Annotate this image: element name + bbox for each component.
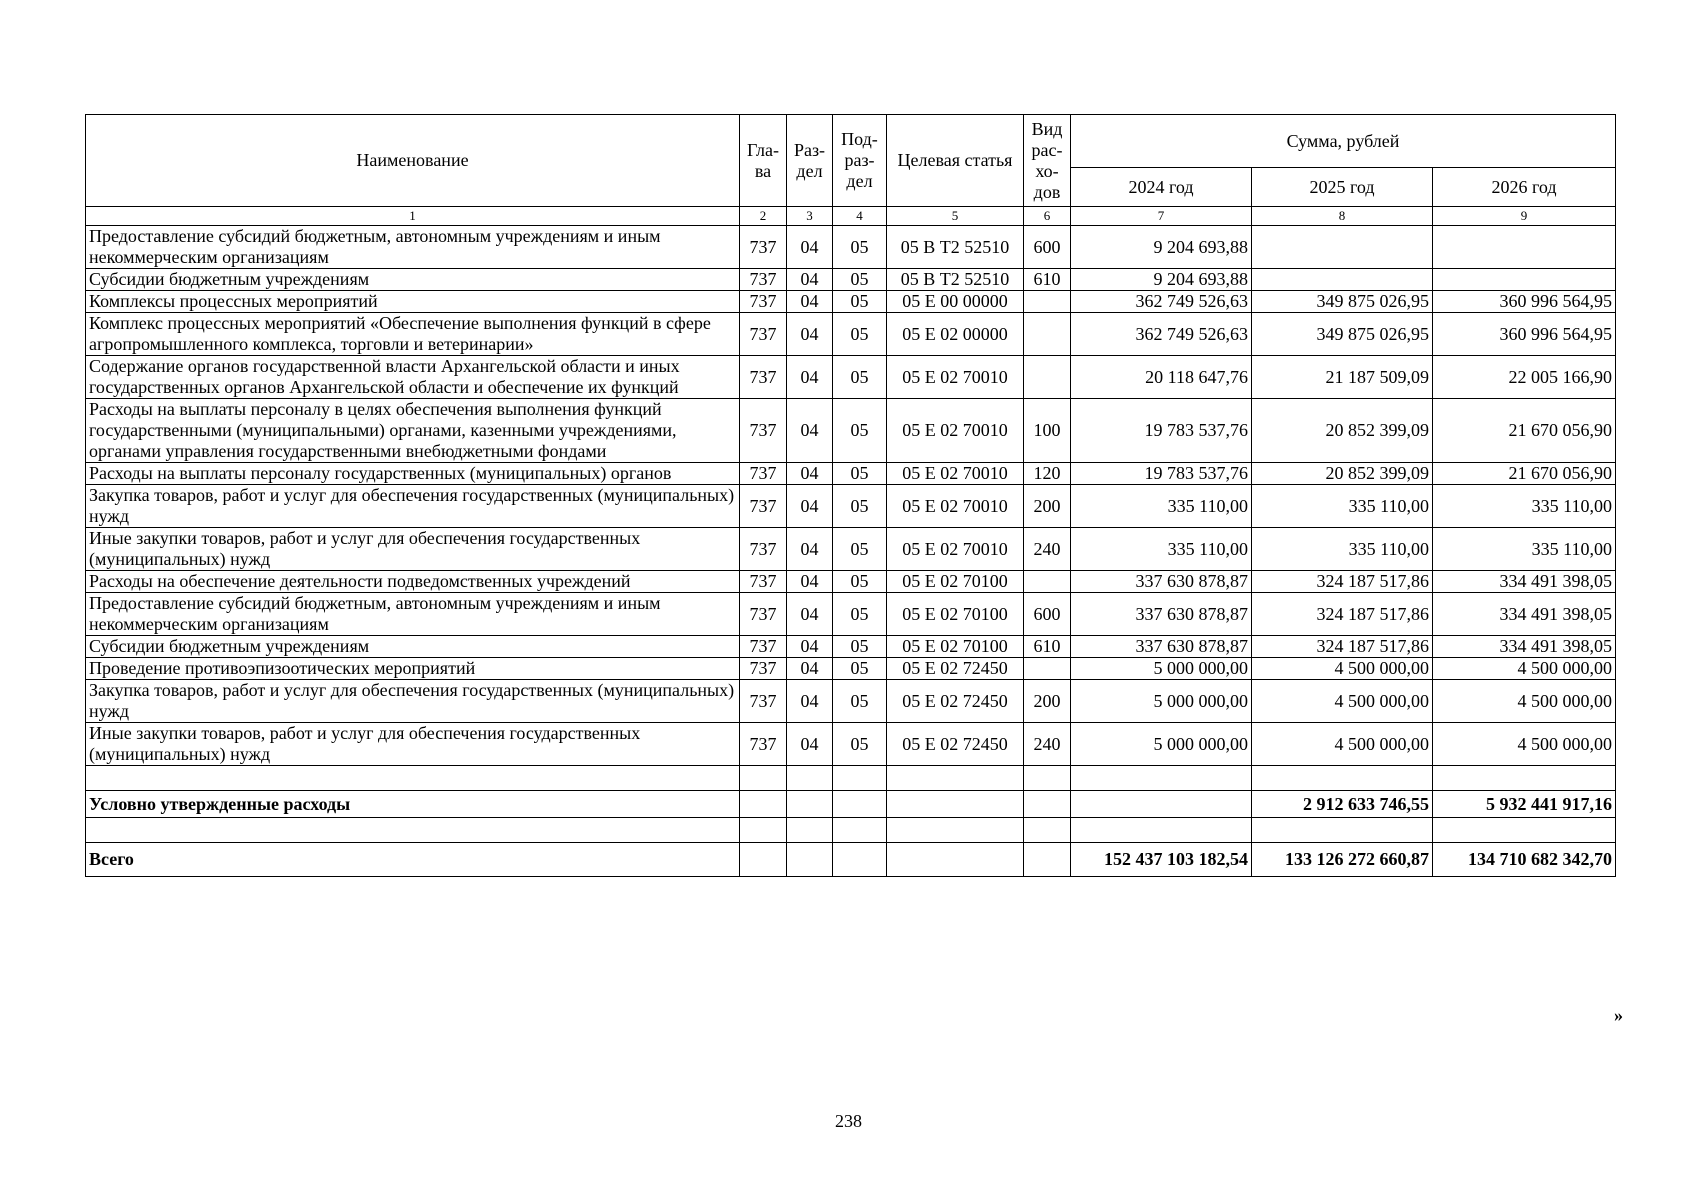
row-amount-2024: 337 630 878,87 (1071, 593, 1252, 636)
total-2025: 133 126 272 660,87 (1252, 843, 1433, 877)
total-row (86, 843, 1616, 877)
row-amount-2025: 335 110,00 (1252, 485, 1433, 528)
row-name: Предоставление субсидий бюджетным, автономным учреждениям и иным некоммерческим организациям (86, 226, 740, 269)
row-vid-rashodov: 610 (1024, 636, 1071, 658)
row-podrazdel: 05 (833, 399, 887, 463)
row-amount-2026: 360 996 564,95 (1433, 291, 1616, 313)
column-number: 2 (740, 207, 787, 226)
conditional-expenses-label: Условно утвержденные расходы (86, 791, 740, 818)
row-amount-2024: 362 749 526,63 (1071, 291, 1252, 313)
row-vid-rashodov: 200 (1024, 485, 1071, 528)
row-celevaya-statya: 05 Е 02 70100 (887, 571, 1024, 593)
conditional-2025: 2 912 633 746,55 (1252, 791, 1433, 818)
column-number: 4 (833, 207, 887, 226)
row-glava: 737 (740, 680, 787, 723)
row-podrazdel: 05 (833, 636, 887, 658)
row-podrazdel: 05 (833, 313, 887, 356)
row-amount-2024: 19 783 537,76 (1071, 399, 1252, 463)
row-amount-2025: 349 875 026,95 (1252, 291, 1433, 313)
row-podrazdel: 05 (833, 723, 887, 766)
row-razdel: 04 (787, 658, 833, 680)
table-row (86, 269, 1616, 291)
table-row (86, 356, 1616, 399)
row-amount-2026: 21 670 056,90 (1433, 463, 1616, 485)
row-razdel: 04 (787, 356, 833, 399)
row-razdel: 04 (787, 636, 833, 658)
row-celevaya-statya: 05 В Т2 52510 (887, 269, 1024, 291)
row-razdel: 04 (787, 313, 833, 356)
row-razdel: 04 (787, 680, 833, 723)
header-razdel: Раз-дел (787, 115, 833, 207)
row-amount-2025: 324 187 517,86 (1252, 636, 1433, 658)
row-glava: 737 (740, 269, 787, 291)
row-vid-rashodov (1024, 291, 1071, 313)
table-row (86, 636, 1616, 658)
header-summa: Сумма, рублей (1071, 115, 1616, 168)
row-razdel: 04 (787, 463, 833, 485)
row-amount-2024: 335 110,00 (1071, 485, 1252, 528)
table-row (86, 313, 1616, 356)
row-name: Субсидии бюджетным учреждениям (86, 636, 740, 658)
row-vid-rashodov: 600 (1024, 226, 1071, 269)
header-name: Наименование (86, 115, 740, 207)
column-number: 1 (86, 207, 740, 226)
table-row (86, 463, 1616, 485)
row-celevaya-statya: 05 В Т2 52510 (887, 226, 1024, 269)
table-row (86, 658, 1616, 680)
header-celevaya-statya: Целевая статья (887, 115, 1024, 207)
row-amount-2024: 9 204 693,88 (1071, 226, 1252, 269)
row-amount-2025: 21 187 509,09 (1252, 356, 1433, 399)
row-razdel: 04 (787, 269, 833, 291)
row-vid-rashodov (1024, 313, 1071, 356)
row-amount-2025: 4 500 000,00 (1252, 658, 1433, 680)
table-row (86, 680, 1616, 723)
row-amount-2024: 5 000 000,00 (1071, 723, 1252, 766)
row-celevaya-statya: 05 Е 02 70100 (887, 636, 1024, 658)
row-amount-2024: 337 630 878,87 (1071, 571, 1252, 593)
row-podrazdel: 05 (833, 463, 887, 485)
row-glava: 737 (740, 723, 787, 766)
row-amount-2026: 334 491 398,05 (1433, 571, 1616, 593)
closing-quote: » (1614, 1005, 1623, 1025)
row-podrazdel: 05 (833, 485, 887, 528)
header-podrazdel: Под-раз-дел (833, 115, 887, 207)
row-razdel: 04 (787, 528, 833, 571)
row-vid-rashodov: 610 (1024, 269, 1071, 291)
row-name: Субсидии бюджетным учреждениям (86, 269, 740, 291)
column-number: 3 (787, 207, 833, 226)
row-podrazdel: 05 (833, 226, 887, 269)
table-row (86, 528, 1616, 571)
row-glava: 737 (740, 313, 787, 356)
empty-row (86, 766, 1616, 791)
row-glava: 737 (740, 399, 787, 463)
row-amount-2025 (1252, 269, 1433, 291)
row-amount-2026 (1433, 226, 1616, 269)
row-vid-rashodov: 120 (1024, 463, 1071, 485)
column-number: 7 (1071, 207, 1252, 226)
row-razdel: 04 (787, 593, 833, 636)
table-row (86, 399, 1616, 463)
table-body (86, 226, 1616, 877)
row-name: Комплекс процессных мероприятий «Обеспечение выполнения функций в сфере агропромышленного комплекса, торговли и ветеринарии» (86, 313, 740, 356)
row-razdel: 04 (787, 226, 833, 269)
row-amount-2026: 360 996 564,95 (1433, 313, 1616, 356)
row-podrazdel: 05 (833, 593, 887, 636)
column-numbers-row (86, 207, 1616, 226)
row-vid-rashodov: 200 (1024, 680, 1071, 723)
table-header-row (86, 115, 1616, 168)
row-amount-2026 (1433, 269, 1616, 291)
row-razdel: 04 (787, 291, 833, 313)
row-amount-2025 (1252, 226, 1433, 269)
header-year-2026: 2026 год (1433, 168, 1616, 207)
row-celevaya-statya: 05 Е 02 70010 (887, 356, 1024, 399)
row-celevaya-statya: 05 Е 02 70010 (887, 399, 1024, 463)
row-vid-rashodov (1024, 356, 1071, 399)
row-celevaya-statya: 05 Е 00 00000 (887, 291, 1024, 313)
row-name: Проведение противоэпизоотических мероприятий (86, 658, 740, 680)
row-glava: 737 (740, 636, 787, 658)
row-amount-2025: 324 187 517,86 (1252, 593, 1433, 636)
table-row (86, 723, 1616, 766)
row-amount-2026: 4 500 000,00 (1433, 680, 1616, 723)
total-2026: 134 710 682 342,70 (1433, 843, 1616, 877)
row-name: Расходы на выплаты персоналу государственных (муниципальных) органов (86, 463, 740, 485)
table-row (86, 593, 1616, 636)
row-podrazdel: 05 (833, 528, 887, 571)
column-number: 5 (887, 207, 1024, 226)
row-razdel: 04 (787, 485, 833, 528)
row-amount-2026: 335 110,00 (1433, 485, 1616, 528)
row-celevaya-statya: 05 Е 02 72450 (887, 658, 1024, 680)
row-amount-2025: 324 187 517,86 (1252, 571, 1433, 593)
conditional-2024 (1071, 791, 1252, 818)
column-number: 8 (1252, 207, 1433, 226)
row-amount-2024: 5 000 000,00 (1071, 680, 1252, 723)
row-glava: 737 (740, 593, 787, 636)
table-row (86, 571, 1616, 593)
row-amount-2026: 21 670 056,90 (1433, 399, 1616, 463)
row-name: Содержание органов государственной власти Архангельской области и иных государственных органов Архангельской области и обеспечение их функций (86, 356, 740, 399)
row-razdel: 04 (787, 399, 833, 463)
row-amount-2026: 22 005 166,90 (1433, 356, 1616, 399)
row-amount-2025: 335 110,00 (1252, 528, 1433, 571)
conditional-expenses-row (86, 791, 1616, 818)
row-name: Комплексы процессных мероприятий (86, 291, 740, 313)
header-year-2024: 2024 год (1071, 168, 1252, 207)
row-podrazdel: 05 (833, 269, 887, 291)
row-podrazdel: 05 (833, 571, 887, 593)
row-name: Иные закупки товаров, работ и услуг для обеспечения государственных (муниципальных) нужд (86, 723, 740, 766)
row-name: Предоставление субсидий бюджетным, автономным учреждениям и иным некоммерческим организациям (86, 593, 740, 636)
row-amount-2025: 349 875 026,95 (1252, 313, 1433, 356)
row-amount-2024: 19 783 537,76 (1071, 463, 1252, 485)
row-celevaya-statya: 05 Е 02 70100 (887, 593, 1024, 636)
table-row (86, 226, 1616, 269)
header-glava: Гла-ва (740, 115, 787, 207)
row-amount-2026: 4 500 000,00 (1433, 723, 1616, 766)
column-number: 6 (1024, 207, 1071, 226)
row-podrazdel: 05 (833, 291, 887, 313)
row-glava: 737 (740, 356, 787, 399)
row-razdel: 04 (787, 571, 833, 593)
row-glava: 737 (740, 485, 787, 528)
row-podrazdel: 05 (833, 356, 887, 399)
row-name: Закупка товаров, работ и услуг для обеспечения государственных (муниципальных) нужд (86, 680, 740, 723)
row-amount-2024: 20 118 647,76 (1071, 356, 1252, 399)
total-label: Всего (86, 843, 740, 877)
row-amount-2024: 362 749 526,63 (1071, 313, 1252, 356)
row-vid-rashodov (1024, 571, 1071, 593)
row-celevaya-statya: 05 Е 02 72450 (887, 723, 1024, 766)
row-glava: 737 (740, 571, 787, 593)
row-glava: 737 (740, 528, 787, 571)
header-vid-rashodov: Вид рас-хо-дов (1024, 115, 1071, 207)
row-amount-2026: 335 110,00 (1433, 528, 1616, 571)
row-glava: 737 (740, 226, 787, 269)
table-row (86, 485, 1616, 528)
budget-table (85, 114, 1616, 877)
row-celevaya-statya: 05 Е 02 70010 (887, 528, 1024, 571)
row-name: Закупка товаров, работ и услуг для обеспечения государственных (муниципальных) нужд (86, 485, 740, 528)
row-glava: 737 (740, 463, 787, 485)
row-celevaya-statya: 05 Е 02 70010 (887, 463, 1024, 485)
row-podrazdel: 05 (833, 680, 887, 723)
row-amount-2024: 337 630 878,87 (1071, 636, 1252, 658)
row-celevaya-statya: 05 Е 02 00000 (887, 313, 1024, 356)
row-podrazdel: 05 (833, 658, 887, 680)
row-amount-2025: 4 500 000,00 (1252, 680, 1433, 723)
row-name: Расходы на выплаты персоналу в целях обеспечения выполнения функций государственными (муниципальными) органами, казенными учреждениями, органами управления государственными внебюджетными фондами (86, 399, 740, 463)
row-amount-2026: 334 491 398,05 (1433, 636, 1616, 658)
row-vid-rashodov: 240 (1024, 528, 1071, 571)
row-amount-2024: 9 204 693,88 (1071, 269, 1252, 291)
row-vid-rashodov (1024, 658, 1071, 680)
row-vid-rashodov: 600 (1024, 593, 1071, 636)
row-amount-2025: 20 852 399,09 (1252, 463, 1433, 485)
header-year-2025: 2025 год (1252, 168, 1433, 207)
conditional-2026: 5 932 441 917,16 (1433, 791, 1616, 818)
table-row (86, 291, 1616, 313)
row-amount-2026: 4 500 000,00 (1433, 658, 1616, 680)
row-amount-2024: 5 000 000,00 (1071, 658, 1252, 680)
row-razdel: 04 (787, 723, 833, 766)
row-celevaya-statya: 05 Е 02 72450 (887, 680, 1024, 723)
row-vid-rashodov: 240 (1024, 723, 1071, 766)
column-number: 9 (1433, 207, 1616, 226)
row-amount-2025: 20 852 399,09 (1252, 399, 1433, 463)
empty-row (86, 818, 1616, 843)
row-vid-rashodov: 100 (1024, 399, 1071, 463)
total-2024: 152 437 103 182,54 (1071, 843, 1252, 877)
row-glava: 737 (740, 658, 787, 680)
row-name: Расходы на обеспечение деятельности подведомственных учреждений (86, 571, 740, 593)
page-number: 238 (835, 1111, 862, 1131)
row-glava: 737 (740, 291, 787, 313)
row-amount-2024: 335 110,00 (1071, 528, 1252, 571)
row-name: Иные закупки товаров, работ и услуг для обеспечения государственных (муниципальных) нужд (86, 528, 740, 571)
row-amount-2025: 4 500 000,00 (1252, 723, 1433, 766)
row-amount-2026: 334 491 398,05 (1433, 593, 1616, 636)
row-celevaya-statya: 05 Е 02 70010 (887, 485, 1024, 528)
